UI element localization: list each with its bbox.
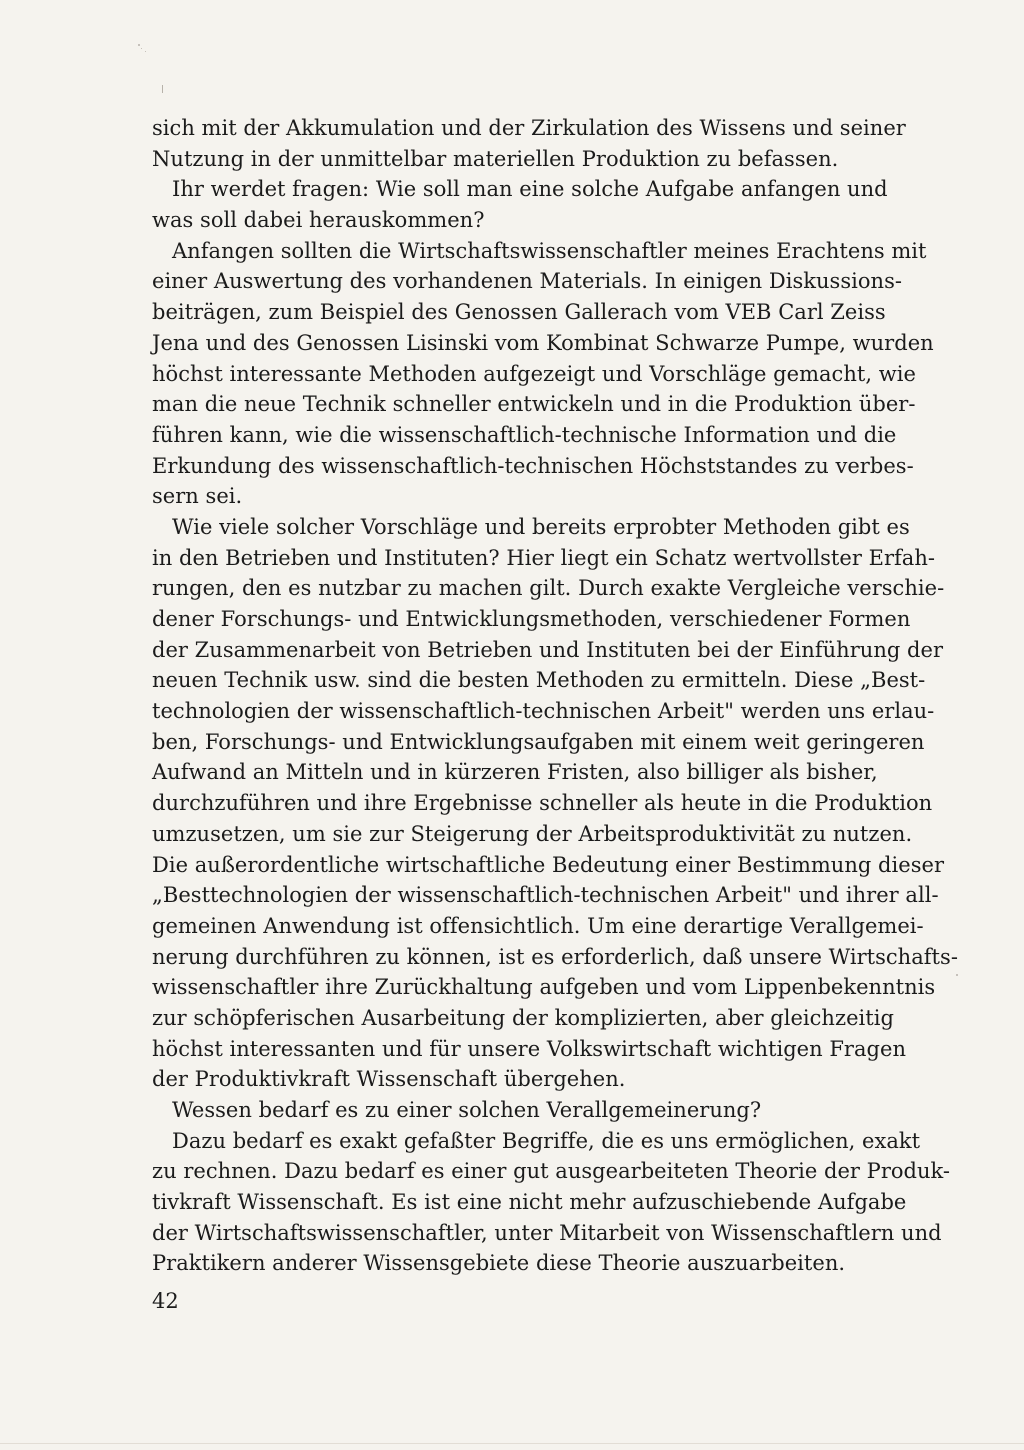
text-line: tivkraft Wissenschaft. Es ist eine nicht mehr aufzuschiebende Aufgabe [152, 1190, 907, 1215]
text-line: zur schöpferischen Ausarbeitung der komplizierten, aber gleichzeitig [152, 1005, 894, 1030]
text-line: der Zusammenarbeit von Betrieben und Instituten bei der Einführung der [152, 637, 944, 662]
scan-speck [141, 48, 142, 49]
text-line: Erkundung des wissenschaftlich-technischen Höchststandes zu verbes- [152, 453, 914, 478]
text-line: „Besttechnologien der wissenschaftlich-technischen Arbeit" und ihrer all- [152, 883, 939, 908]
scan-edge-line [0, 1443, 1024, 1444]
scan-speck [162, 85, 163, 93]
scan-speck [145, 51, 146, 52]
text-line: zu rechnen. Dazu bedarf es einer gut ausgearbeiteten Theorie der Produk- [152, 1159, 951, 1184]
page-number: 42 [152, 1289, 179, 1313]
text-line: technologien der wissenschaftlich-technischen Arbeit" werden uns erlau- [152, 699, 935, 724]
text-line: Anfangen sollten die Wirtschaftswissenschaftler meines Erachtens mit [172, 238, 927, 263]
text-line: wissenschaftler ihre Zurückhaltung aufgeben und vom Lippenbekenntnis [152, 975, 936, 1000]
text-line: umzusetzen, um sie zur Steigerung der Arbeitsproduktivität zu nutzen. [152, 821, 913, 846]
scan-speck [956, 974, 958, 976]
text-line: höchst interessante Methoden aufgezeigt und Vorschläge gemacht, wie [152, 361, 916, 386]
text-line: Dazu bedarf es exakt gefaßter Begriffe, die es uns ermöglichen, exakt [172, 1128, 921, 1153]
text-line: der Produktivkraft Wissenschaft übergehen. [152, 1067, 626, 1092]
scan-speck [138, 44, 140, 46]
text-line: Wie viele solcher Vorschläge und bereits erprobter Methoden gibt es [172, 514, 910, 539]
text-line: ben, Forschungs- und Entwicklungsaufgaben mit einem weit geringeren [152, 729, 925, 754]
text-line: durchzuführen und ihre Ergebnisse schneller als heute in die Produktion [152, 791, 933, 816]
text-line: neuen Technik usw. sind die besten Methoden zu ermitteln. Diese „Best- [152, 668, 926, 693]
text-line: der Wirtschaftswissenschaftler, unter Mitarbeit von Wissenschaftlern und [152, 1220, 942, 1245]
text-line: Ihr werdet fragen: Wie soll man eine solche Aufgabe anfangen und [172, 177, 888, 202]
text-line: dener Forschungs- und Entwicklungsmethoden, verschiedener Formen [152, 607, 911, 631]
text-line: in den Betrieben und Instituten? Hier liegt ein Schatz wertvollster Erfah- [152, 545, 935, 570]
text-line: beiträgen, zum Beispiel des Genossen Gallerach vom VEB Carl Zeiss [152, 300, 886, 325]
text-line: gemeinen Anwendung ist offensichtlich. Um eine derartige Verallgemei- [152, 913, 924, 938]
text-line: Nutzung in der unmittelbar materiellen Produktion zu befassen. [152, 146, 839, 171]
text-line: Die außerordentliche wirtschaftliche Bedeutung einer Bestimmung dieser [152, 852, 945, 877]
text-line: man die neue Technik schneller entwickeln und in die Produktion über- [152, 392, 916, 417]
text-line: Wessen bedarf es zu einer solchen Verallgemeinerung? [172, 1098, 762, 1122]
body-text [152, 113, 958, 1279]
text-line: einer Auswertung des vorhandenen Materials. In einigen Diskussions- [152, 269, 902, 294]
text-line: Aufwand an Mitteln und in kürzeren Fristen, also billiger als bisher, [152, 760, 878, 785]
text-line: höchst interessanten und für unsere Volkswirtschaft wichtigen Fragen [152, 1036, 906, 1061]
text-line: rungen, den es nutzbar zu machen gilt. Durch exakte Vergleiche verschie- [152, 576, 945, 601]
text-line: sich mit der Akkumulation und der Zirkulation des Wissens und seiner [152, 116, 906, 140]
text-line: was soll dabei herauskommen? [152, 208, 485, 233]
text-line: sern sei. [152, 484, 243, 509]
text-line: nerung durchführen zu können, ist es erforderlich, daß unsere Wirtschafts- [152, 944, 958, 969]
text-line: Praktikern anderer Wissensgebiete diese Theorie auszuarbeiten. [152, 1251, 846, 1276]
text-line: führen kann, wie die wissenschaftlich-technische Information und die [152, 422, 897, 447]
text-line: Jena und des Genossen Lisinski vom Kombinat Schwarze Pumpe, wurden [152, 330, 934, 355]
